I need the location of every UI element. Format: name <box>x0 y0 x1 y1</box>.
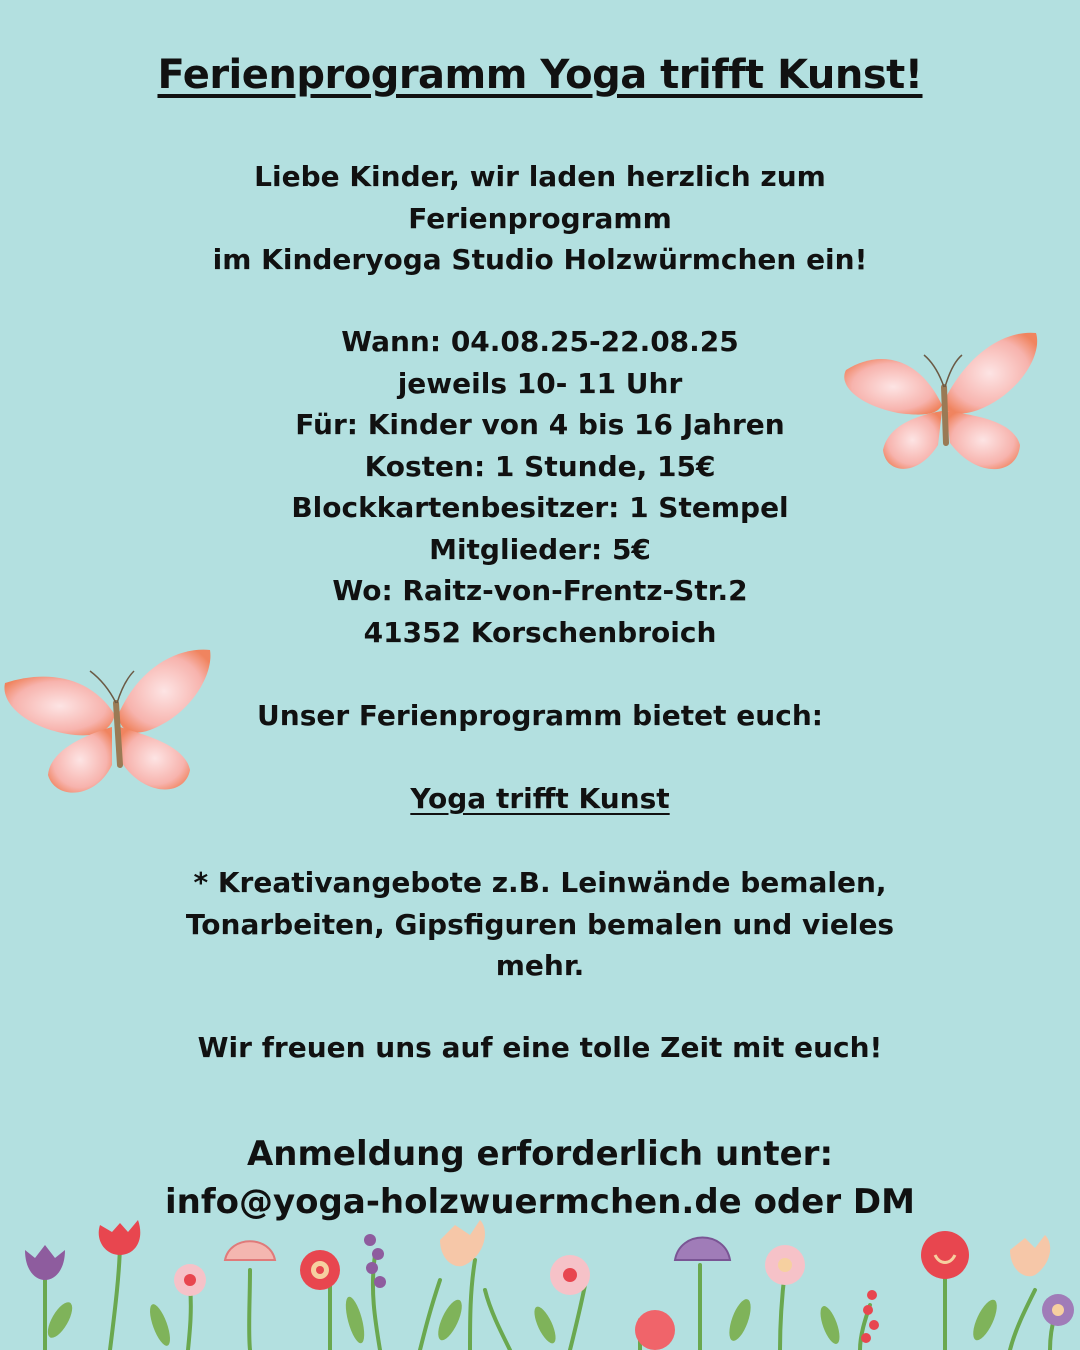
closing-line: Wir freuen uns auf eine tolle Zeit mit euch! <box>197 1031 883 1064</box>
registration-email[interactable]: info@yoga-holzwuermchen.de oder DM <box>165 1182 915 1222</box>
butterfly-icon <box>0 645 215 805</box>
detail-members: Mitglieder: 5€ <box>429 532 651 566</box>
registration-line: Anmeldung erforderlich unter: <box>246 1134 834 1174</box>
intro-text <box>0 156 1080 281</box>
detail-blockcard: Blockkartenbesitzer: 1 Stempel <box>291 491 789 524</box>
intro-line: Liebe Kinder, wir laden herzlich zum <box>254 160 826 193</box>
intro-line: Ferienprogramm <box>408 201 672 235</box>
creative-line: Tonarbeiten, Gipsfiguren bemalen und vieles <box>185 907 895 941</box>
detail-cost: Kosten: 1 Stunde, 15€ <box>364 449 716 483</box>
creative-line: mehr. <box>495 949 585 982</box>
offer-subtitle-text: Yoga trifft Kunst <box>410 782 670 815</box>
closing-text <box>0 1027 1080 1069</box>
page-title: Ferienprogramm Yoga trifft Kunst! <box>157 52 923 98</box>
offer-heading-text: Unser Ferienprogramm bietet euch: <box>257 699 823 732</box>
detail-age: Für: Kinder von 4 bis 16 Jahren <box>295 408 785 441</box>
registration-info <box>0 1130 1080 1226</box>
detail-street: Wo: Raitz-von-Frentz-Str.2 <box>332 574 748 607</box>
detail-times: jeweils 10- 11 Uhr <box>397 366 683 400</box>
butterfly-icon <box>838 325 1043 485</box>
creative-offers <box>0 862 1080 987</box>
intro-line: im Kinderyoga Studio Holzwürmchen ein! <box>212 243 868 276</box>
detail-city: 41352 Korschenbroich <box>363 615 717 649</box>
detail-dates: Wann: 04.08.25-22.08.25 <box>341 325 739 358</box>
creative-line: * Kreativangebote z.B. Leinwände bemalen, <box>193 866 887 899</box>
flower-border-icon <box>0 1220 1080 1350</box>
